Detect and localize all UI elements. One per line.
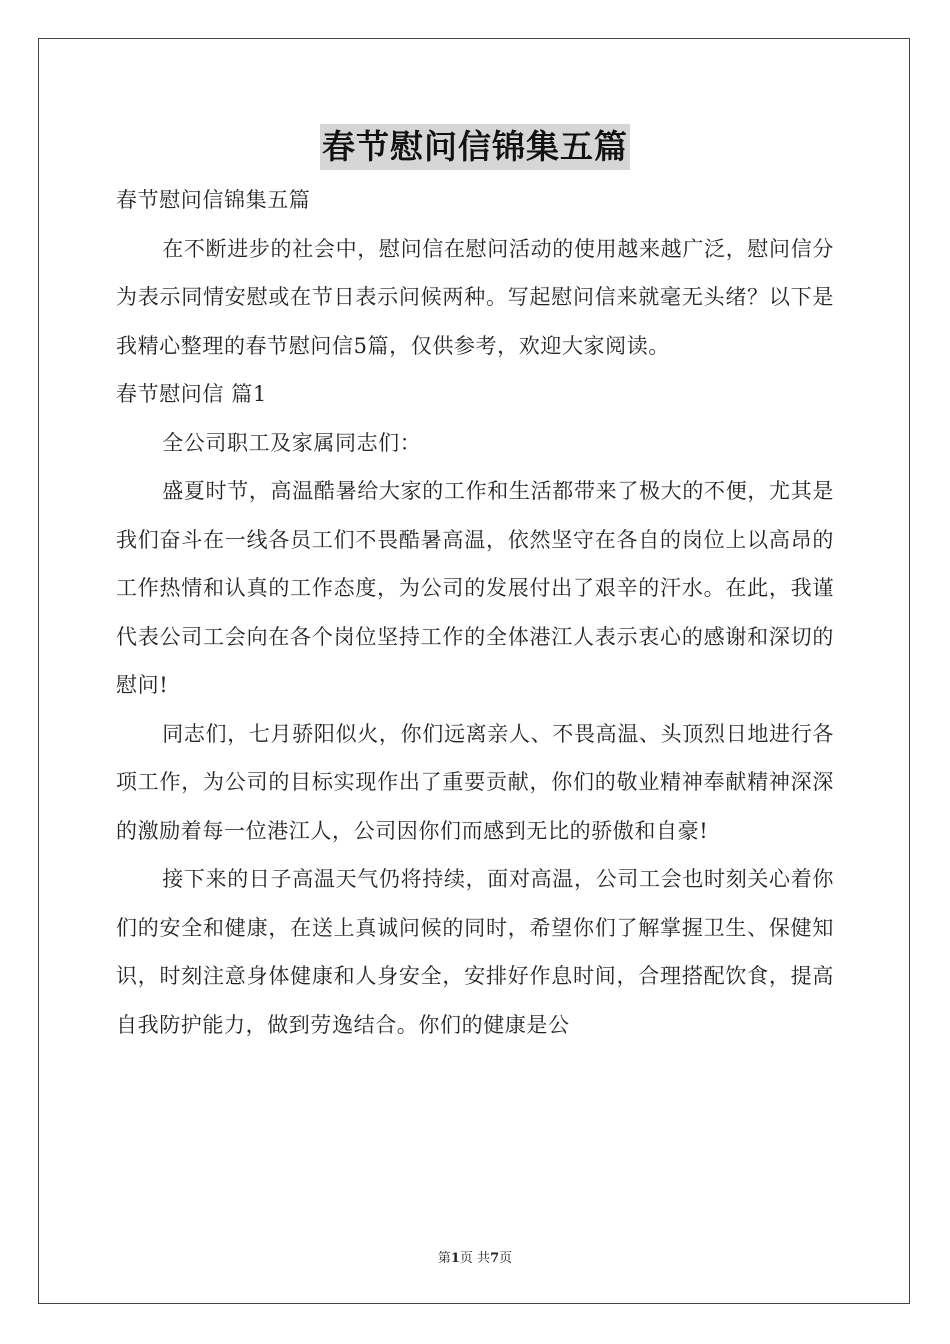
salutation: 全公司职工及家属同志们： bbox=[162, 430, 422, 455]
title-container bbox=[0, 124, 950, 170]
section-heading: 春节慰问信 篇1 bbox=[116, 382, 267, 406]
page-mid: 页 共 bbox=[459, 1251, 491, 1266]
intro-paragraph: 在不断进步的社会中，慰问信在慰问活动的使用越来越广泛，慰问信分为表示同情安慰或在节日表示问候两种。写起慰问信来就毫无头绪？以下是我精心整理的春节慰问信5篇，仅供参考，欢迎大家阅读。 bbox=[116, 236, 834, 358]
body-paragraph: 同志们，七月骄阳似火，你们远离亲人、不畏高温、头顶烈日地进行各项工作，为公司的目标实现作出了重要贡献，你们的敬业精神奉献精神深深的激励着每一位港江人，公司因你们而感到无比的骄傲和自豪! bbox=[116, 721, 834, 843]
document-body bbox=[116, 176, 834, 1049]
body-paragraph: 接下来的日子高温天气仍将持续，面对高温，公司工会也时刻关心着你们的安全和健康，在送上真诚问候的同时，希望你们了解掌握卫生、保健知识，时刻注意身体健康和人身安全，安排好作息时间，合理搭配饮食，提高自我防护能力，做到劳逸结合。你们的健康是公 bbox=[116, 867, 834, 1037]
page-footer bbox=[0, 1247, 950, 1266]
document-title: 春节慰问信锦集五篇 bbox=[320, 124, 630, 170]
page-prefix: 第 bbox=[437, 1251, 451, 1266]
page-total: 7 bbox=[490, 1251, 500, 1266]
page-current: 1 bbox=[450, 1251, 460, 1266]
page-suffix: 页 bbox=[499, 1251, 513, 1266]
subtitle-line: 春节慰问信锦集五篇 bbox=[116, 188, 311, 212]
body-paragraph: 盛夏时节，高温酷暑给大家的工作和生活都带来了极大的不便，尤其是我们奋斗在一线各员工们不畏酷暑高温，依然坚守在各自的岗位上以高昂的工作热情和认真的工作态度，为公司的发展付出了艰辛的汗水。在此，我谨代表公司工会向在各个岗位坚持工作的全体港江人表示衷心的感谢和深切的慰问! bbox=[116, 479, 834, 697]
